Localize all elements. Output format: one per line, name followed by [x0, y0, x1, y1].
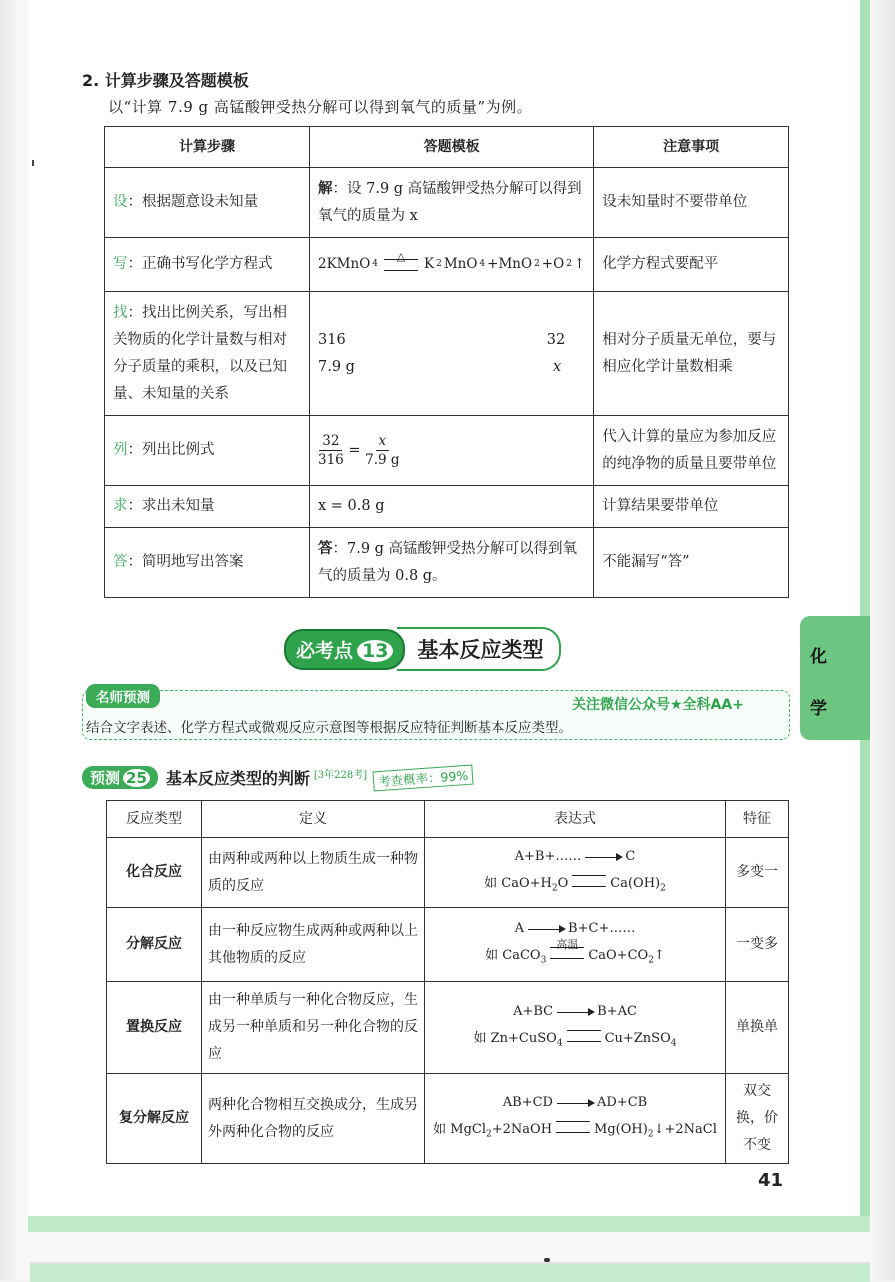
expr-part: 如 Zn+CuSO [473, 1030, 557, 1046]
ratio-line [318, 354, 585, 381]
reaction-feature: 一变多 [726, 908, 789, 982]
eq-sub: 4 [372, 259, 378, 269]
expression-line [431, 1116, 719, 1149]
eq-sub: 2 [534, 259, 540, 269]
chemical-equation [318, 251, 585, 278]
table-row [105, 528, 789, 598]
equation-cell [310, 238, 594, 292]
subject-side-tab[interactable] [800, 616, 870, 740]
eq-product: K [424, 256, 435, 272]
teacher-prediction-text: 结合文字表述、化学方程式或微观反应示意图等根据反应特征判断基本反应类型。 [86, 720, 572, 736]
side-tab-char: 化 [810, 647, 827, 667]
section-number: 2. [82, 71, 100, 90]
answer-text: 设 7.9 g 高锰酸钾受热分解可以得到氧气的质量为 x [318, 180, 582, 224]
ratio-value: x [553, 358, 562, 375]
table-header-row [105, 127, 789, 168]
expression-line [431, 843, 719, 870]
key-point-tag [284, 629, 405, 670]
equals-sign [572, 875, 606, 887]
table-row [105, 486, 789, 528]
reaction-definition: 由一种反应物生成两种或两种以上其他物质的反应 [202, 908, 425, 982]
note-cell: 相对分子质量无单位，要与相应化学计量数相乘 [594, 292, 789, 416]
eq-sub: 4 [479, 259, 486, 269]
reaction-type: 复分解反应 [107, 1074, 202, 1164]
answer-cell: 答：7.9 g 高锰酸钾受热分解可以得到氧气的质量为 0.8 g。 [310, 528, 594, 598]
eq-sub: 2 [436, 259, 442, 269]
step-cell: 写：正确书写化学方程式 [105, 238, 310, 292]
expr-part: 如 CaCO [485, 947, 541, 963]
reaction-type: 置换反应 [107, 982, 202, 1074]
step-text: 列出比例式 [142, 442, 215, 458]
proportion-cell [310, 416, 594, 486]
step-key: 答 [113, 554, 128, 570]
equals: = [348, 442, 361, 459]
step-text: 根据题意设未知量 [142, 194, 258, 210]
expression-line [431, 937, 719, 975]
expr-part: A+B+…… [514, 848, 582, 864]
table-row [107, 1074, 789, 1164]
expr-sub: 2 [551, 883, 558, 894]
expression-line [431, 870, 719, 903]
arrow [585, 857, 621, 858]
eq-product: +MnO [487, 256, 533, 272]
step-text: 正确书写化学方程式 [142, 256, 273, 272]
expr-part: A [514, 920, 525, 936]
step-key: 找 [113, 304, 128, 321]
step-text: 求出未知量 [142, 498, 215, 514]
expr-part: ↓+2NaCl [653, 1121, 717, 1137]
margin-dot [544, 1258, 550, 1262]
key-point-number: 13 [357, 640, 393, 662]
expr-part: Mg(OH) [594, 1121, 648, 1137]
section-heading [82, 68, 249, 91]
ratio-line [318, 327, 585, 354]
step-cell: 求：求出未知量 [105, 486, 310, 528]
exam-probability-stamp: 考查概率：99% [373, 764, 474, 791]
reaction-definition: 由两种或两种以上物质生成一种物质的反应 [202, 838, 425, 908]
heat-symbol: △ [396, 249, 406, 263]
answer-text: 7.9 g 高锰酸钾受热分解可以得到氧气的质量为 0.8 g。 [318, 540, 578, 584]
step-text: 简明地写出答案 [142, 554, 244, 570]
reaction-definition: 由一种单质与一种化合物反应，生成另一种单质和另一种化合物的反应 [202, 982, 425, 1074]
table-row [105, 168, 789, 238]
page-number: 41 [758, 1170, 784, 1191]
expr-sub: 4 [556, 1038, 563, 1049]
expr-part: 如 MgCl [433, 1121, 487, 1137]
step-key: 求 [113, 498, 128, 514]
condition-label: 高温 [556, 937, 579, 951]
reaction-feature: 单换单 [726, 982, 789, 1074]
exam-frequency: [3年228考] [313, 770, 368, 781]
table-row [105, 416, 789, 486]
arrow [557, 1103, 593, 1104]
expr-part: A+BC [513, 1003, 554, 1019]
note-cell: 不能漏写“答” [594, 528, 789, 598]
note-cell: 计算结果要带单位 [594, 486, 789, 528]
table-header-row [107, 801, 789, 838]
note-cell: 化学方程式要配平 [594, 238, 789, 292]
expr-part: Ca(OH) [610, 875, 661, 891]
equals-sign [384, 249, 418, 271]
table-row [105, 238, 789, 292]
equals-sign [556, 1121, 590, 1133]
expression-line [431, 1089, 719, 1116]
expr-sub: 2 [648, 955, 654, 966]
fraction-numerator: x [376, 432, 390, 451]
section-title: 计算步骤及答题模板 [104, 71, 249, 90]
fraction-numerator: 32 [319, 432, 342, 451]
equals-sign [550, 937, 584, 959]
answer-prefix: 解 [318, 180, 333, 197]
reaction-expression [425, 838, 726, 908]
prediction-number: 25 [123, 769, 150, 787]
fraction [318, 432, 344, 469]
table-header: 特征 [726, 801, 789, 838]
reaction-types-table [106, 800, 789, 1164]
answer-prefix: 答 [318, 540, 333, 557]
expr-part: B+C+…… [568, 920, 636, 936]
reaction-expression [425, 1074, 726, 1164]
reaction-feature: 双交换，价不变 [726, 1074, 789, 1164]
prediction-question-heading [82, 766, 473, 789]
table-row [107, 908, 789, 982]
step-key: 设 [113, 194, 128, 210]
page-bottom-edge [28, 1216, 870, 1232]
expr-part: C [625, 848, 636, 864]
expr-part: Cu+ZnSO [604, 1030, 671, 1046]
reaction-type: 化合反应 [107, 838, 202, 908]
arrow [528, 929, 564, 930]
table-row [107, 838, 789, 908]
table-header: 表达式 [425, 801, 726, 838]
prediction-label: 预测 [90, 769, 121, 787]
expr-part: B+AC [597, 1003, 637, 1019]
answer-cell: x = 0.8 g [310, 486, 594, 528]
expr-part: AB+CD [502, 1094, 553, 1110]
expr-sub: 2 [486, 1129, 492, 1140]
gas-arrow: ↑ [653, 947, 665, 963]
ratio-value: 7.9 g [318, 358, 355, 375]
equals-sign [567, 1030, 601, 1042]
eq-product: MnO [443, 256, 478, 272]
table-header: 反应类型 [107, 801, 202, 838]
prediction-title: 基本反应类型的判断 [165, 769, 310, 788]
ratio-value: 316 [318, 331, 346, 348]
expr-part: AD+CB [597, 1094, 648, 1110]
key-point-banner [284, 630, 561, 668]
intro-text: 以“计算 7.9 g 高锰酸钾受热分解可以得到氧气的质量”为例。 [108, 98, 533, 116]
eq-sub: 2 [566, 259, 572, 269]
reaction-expression [425, 908, 726, 982]
fraction-denominator: 316 [318, 452, 344, 468]
answer-cell: 解：设 7.9 g 高锰酸钾受热分解可以得到氧气的质量为 x [310, 168, 594, 238]
table-header: 注意事项 [594, 127, 789, 168]
arrow [557, 1012, 593, 1013]
expr-part: CaO+CO [588, 947, 649, 963]
step-key: 列 [113, 442, 128, 458]
expr-part: +2NaOH [491, 1121, 553, 1137]
table-header: 答题模板 [310, 127, 594, 168]
eq-product: +O [541, 256, 565, 272]
reaction-type: 分解反应 [107, 908, 202, 982]
step-key: 写 [113, 256, 128, 272]
step-cell: 找：找出比例关系，写出相关物质的化学计量数与相对分子质量的乘积，以及已知量、未知量的关系 [105, 292, 310, 416]
margin-mark [32, 160, 34, 166]
key-point-title: 基本反应类型 [397, 627, 561, 671]
step-cell: 答：简明地写出答案 [105, 528, 310, 598]
gas-arrow: ↑ [573, 256, 586, 272]
expr-sub: 2 [647, 1129, 654, 1140]
ratio-value: 32 [546, 331, 566, 348]
fraction-denominator: 7.9 g [365, 452, 400, 468]
expr-part: 如 CaO+H [484, 875, 552, 891]
expr-sub: 2 [660, 883, 666, 894]
table-row [105, 292, 789, 416]
fraction [365, 432, 399, 469]
prediction-tag [82, 766, 158, 789]
teacher-prediction-label: 名师预测 [86, 684, 160, 708]
expr-sub: 4 [670, 1038, 677, 1049]
note-cell: 设未知量时不要带单位 [594, 168, 789, 238]
step-text: 找出比例关系，写出相关物质的化学计量数与相对分子质量的乘积，以及已知量、未知量的关系 [113, 304, 287, 402]
side-tab-char: 学 [810, 699, 827, 719]
key-point-label: 必考点 [296, 639, 354, 662]
expr-sub: 3 [540, 955, 547, 966]
next-page-edge [30, 1262, 870, 1282]
ratio-cell [310, 292, 594, 416]
expr-part: O [557, 875, 569, 891]
reaction-feature: 多变一 [726, 838, 789, 908]
calculation-steps-table [104, 126, 789, 598]
reaction-expression [425, 982, 726, 1074]
step-cell: 设：根据题意设未知量 [105, 168, 310, 238]
step-cell: 列：列出比例式 [105, 416, 310, 486]
wechat-ad-text: 关注微信公众号★全科AA+ [572, 697, 744, 713]
expression-line [431, 998, 719, 1025]
eq-reactant: 2KMnO [318, 256, 371, 272]
expression-line [431, 1025, 719, 1058]
note-cell: 代入计算的量应为参加反应的纯净物的质量且要带单位 [594, 416, 789, 486]
table-header: 定义 [202, 801, 425, 838]
table-row [107, 982, 789, 1074]
reaction-definition: 两种化合物相互交换成分，生成另外两种化合物的反应 [202, 1074, 425, 1164]
table-header: 计算步骤 [105, 127, 310, 168]
